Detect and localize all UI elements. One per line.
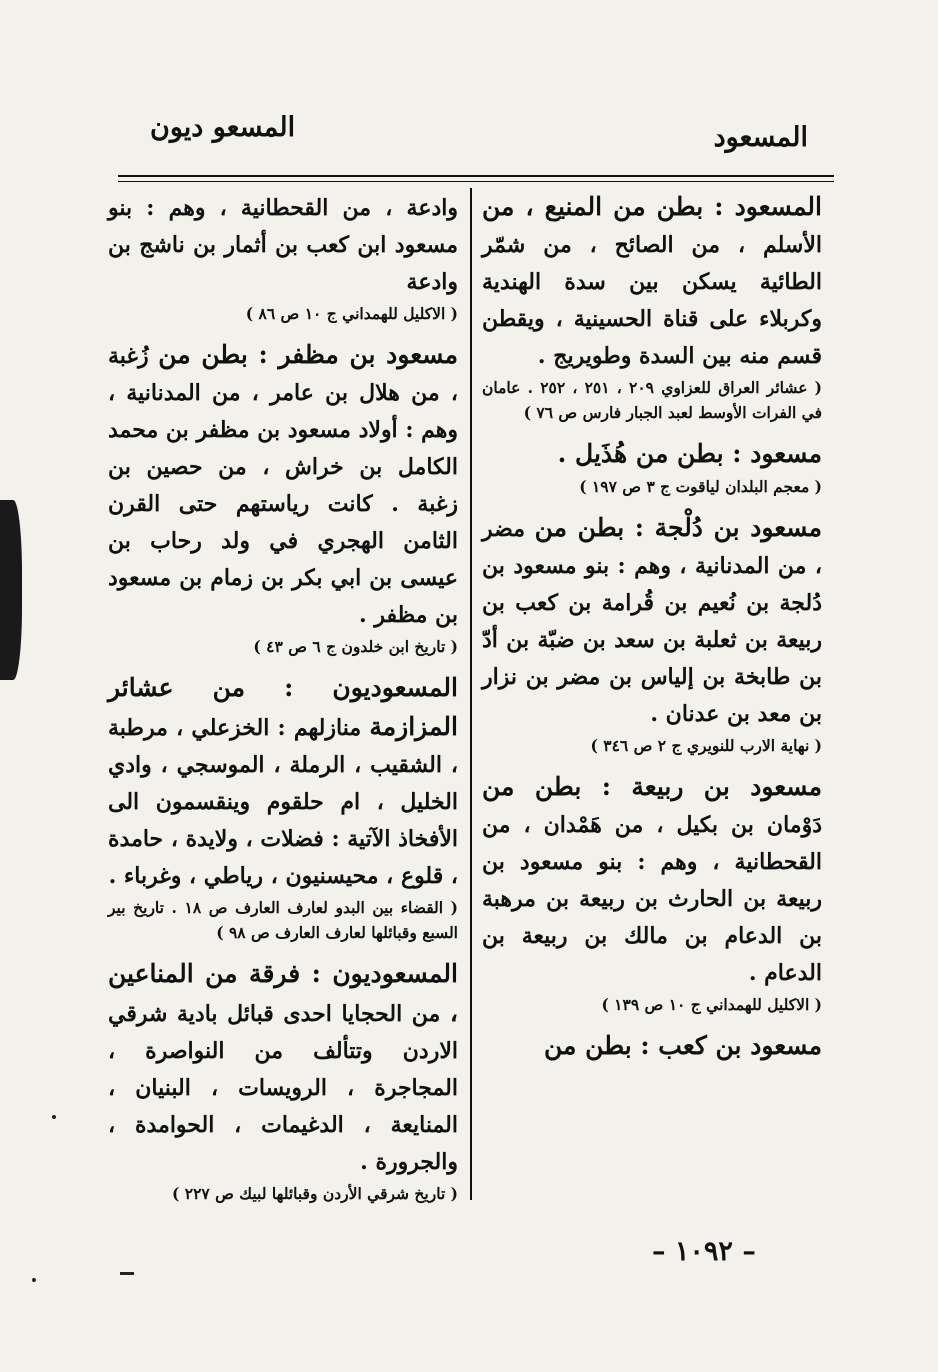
- entry-heading: المسعوديون : من عشائر المزازمة: [108, 673, 458, 741]
- entry-source: ( تاريخ ابن خلدون ج ٦ ص ٤٣ ): [253, 637, 458, 656]
- entry-text: مضر ، من المدنانية ، وهم : بنو مسعود بن دُلجة بن نُعيم بن قُرامة بن كعب بن ربيعة بن ثعلبة بن سعد بن ضبّة بن أدّ بن طابخة بن إلياس بن مضر بن نزار بن معد بن عدنان .: [482, 516, 822, 727]
- scan-shadow: [0, 500, 22, 680]
- entry-heading: المسعود : بطن من المنيع ، من: [482, 192, 822, 221]
- entry: [482, 435, 822, 499]
- entry-heading: مسعود بن ربيعة : بطن من: [482, 772, 822, 801]
- entry: [482, 1027, 822, 1066]
- entry: [108, 188, 458, 326]
- entry-text: وادعة ، من القحطانية ، وهم : بنو مسعود ابن كعب بن أثمار بن ناشج بن وادعة: [108, 195, 458, 295]
- entry: [108, 669, 458, 945]
- entry-text: الأسلم ، من الصائح ، من شمّر الطائية يسكن بين سدة الهندية وكربلاء على قناة الحسينية ، ويقطن قسم منه بين السدة وطويريج .: [482, 232, 822, 369]
- entry: [482, 768, 822, 1017]
- entry-source: ( عشائر العراق للعزاوي ٢٠٩ ، ٢٥١ ، ٢٥٢ . عامان في الفرات الأوسط لعبد الجبار فارس ص ٧٦ ): [482, 378, 822, 422]
- entry-text: من الحجايا احدى قبائل بادية شرقي الاردن وتتألف من النواصرة ، المجاجرة ، الرويسات ، البنيان ، المنايعة ، الدغيمات ، الحوامدة ، والجرورة .: [108, 1001, 458, 1175]
- entry: [482, 188, 822, 425]
- scan-mark: [120, 1272, 134, 1275]
- entry: [108, 336, 458, 659]
- entry-source: ( معجم البلدان لياقوت ج ٣ ص ١٩٧ ): [579, 477, 822, 496]
- entry-source: ( القضاء بين البدو لعارف العارف ص ١٨ . تاريخ بير السبع وقبائلها لعارف العارف ص ٩٨ ): [108, 898, 458, 942]
- scan-speck: [32, 1278, 36, 1282]
- entry: [108, 955, 458, 1206]
- entry-source: ( الاكليل للهمداني ج ١٠ ص ١٣٩ ): [601, 995, 822, 1014]
- entry-text: دَوْمان بن بكيل ، من هَمْدان ، من القحطانية ، وهم : بنو مسعود بن ربيعة بن الحارث بن ربيعة بن مرهبة بن الدعام بن مالك بن ربيعة بن الدعام .: [482, 812, 822, 986]
- entry-heading: المسعوديون : فرقة من المناعين ،: [108, 959, 458, 1027]
- entry-source: ( تاريخ شرقي الأردن وقبائلها لبيك ص ٢٢٧ ): [172, 1184, 458, 1203]
- left-column: [108, 188, 458, 1216]
- header-rule-thin: [118, 181, 834, 182]
- right-column: [482, 188, 822, 1076]
- running-header-right: المسعود: [713, 122, 808, 153]
- entry-heading: مسعود بن دُلْجة : بطن من: [534, 513, 822, 542]
- entry-source: ( نهاية الارب للنويري ج ٢ ص ٣٤٦ ): [590, 736, 822, 755]
- entry-text: زُغبة ، من هلال بن عامر ، من المدنانية ، وهم : أولاد مسعود بن مظفر بن محمد الكامل بن خراش ، من حصين بن زغبة . كانت رياستهم حتى القرن الثامن الهجري في ولد رحاب بن عيسى بن ابي بكر بن زمام بن مسعود بن مظفر .: [108, 343, 458, 628]
- entry-text: منازلهم : الخزعلي ، مرطبة ، الشقيب ، الرملة ، الموسجي ، وادي الخليل ، ام حلقوم وينقسمون الى الأفخاذ الآتية : فضلات ، ولايدة ، حامدة ، قلوع ، محيسنيون ، رياطي ، وغرباء .: [108, 715, 458, 889]
- entry-heading: مسعود : بطن من هُذَيل .: [557, 439, 822, 468]
- page-number: – ١٠٩٢ –: [652, 1236, 756, 1267]
- entry-heading: مسعود بن كعب : بطن من: [544, 1031, 822, 1060]
- entry-heading: مسعود بن مظفر : بطن من: [158, 340, 458, 369]
- scan-speck: [52, 1115, 56, 1119]
- running-header-left: المسعو ديون: [150, 112, 296, 143]
- entry: [482, 509, 822, 758]
- header-rule: [118, 175, 834, 177]
- column-divider: [470, 188, 472, 1200]
- entry-source: ( الاكليل للهمداني ج ١٠ ص ٨٦ ): [245, 304, 458, 323]
